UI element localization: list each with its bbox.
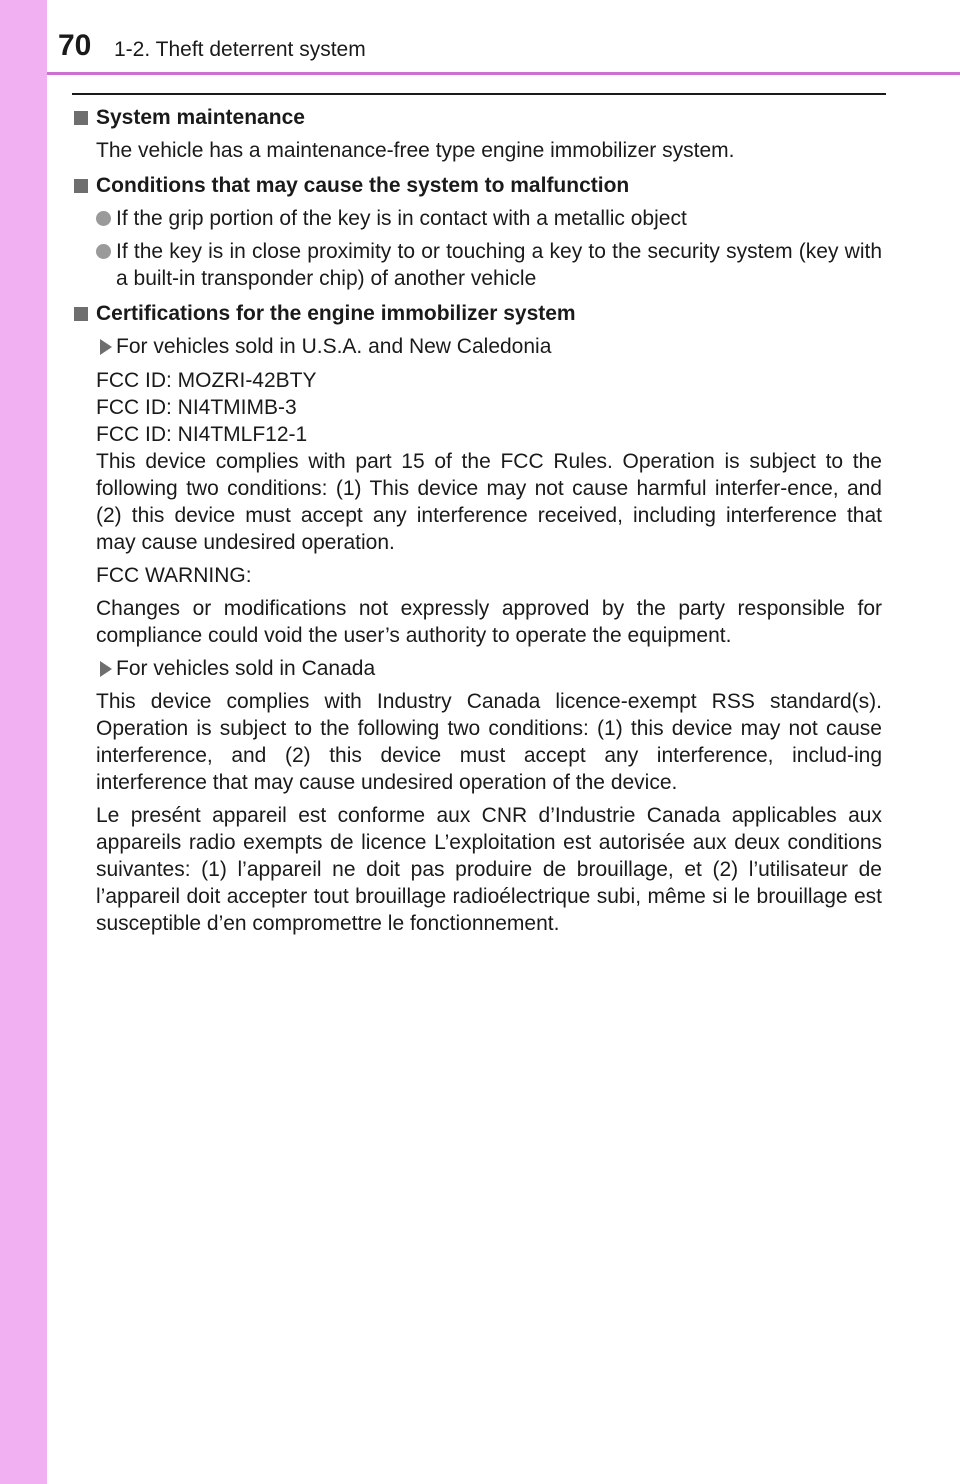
circle-bullet-icon [96,211,111,226]
fcc-block [96,367,882,556]
heading-certifications: Certifications for the engine immobilizer system [74,300,882,327]
fcc-warning-label: FCC WARNING: [96,564,252,587]
heading-malfunction-conditions: Conditions that may cause the system to malfunction [74,172,882,199]
page-number: 70 [58,29,92,62]
triangle-arrow-icon [100,661,112,677]
fcc-warning-text: Changes or modifications not expressly approved by the party responsible for compliance could void the user’s authority to operate the equipment. [96,597,882,647]
region-canada-label: For vehicles sold in Canada [96,655,882,682]
fcc-id: FCC ID: NI4TMLF12-1 [96,423,308,446]
chapter-sidebar-tab [0,0,47,1484]
circle-bullet-icon [96,244,111,259]
canada-french-text: Le presént appareil est conforme aux CNR d’Industrie Canada applicables aux appareils radio exempts de licence L’exploitation est autorisée aux deux conditions suivantes: (1) l’appareil ne doit pas produire de brouillage, et (2) l’utilisateur de l’appareil doit accepter tout brouillage radioélectrique subi, même si le brouillage est susceptible d’en compromettre le fonctionnement. [96,804,882,935]
square-bullet-icon [74,307,88,321]
canada-english-text: This device complies with Industry Canada licence-exempt RSS standard(s). Operation is subject to the following two conditions: (1) this device may not cause interference, and (2) this device must accept any interference, includ-ing interference that may cause undesired operation of the device. [96,690,882,794]
heading-system-maintenance: System maintenance [74,104,882,131]
fcc-compliance-text: This device complies with part 15 of the FCC Rules. Operation is subject to the following two conditions: (1) This device may not cause harmful interfer-ence, and (2) this device must accept any interference received, including interference that may cause undesired operation. [96,450,882,554]
region-usa-label: For vehicles sold in U.S.A. and New Caledonia [96,333,882,360]
page-content [74,104,882,937]
maintenance-text: The vehicle has a maintenance-free type engine immobilizer system. [96,139,735,162]
content-top-divider [72,93,886,95]
list-item: If the grip portion of the key is in contact with a metallic object [96,205,882,232]
fcc-id: FCC ID: NI4TMIMB-3 [96,396,297,419]
section-title: 1-2. Theft deterrent system [114,38,366,61]
square-bullet-icon [74,111,88,125]
triangle-arrow-icon [100,339,112,355]
header-divider [47,72,960,75]
fcc-id: FCC ID: MOZRI-42BTY [96,369,317,392]
square-bullet-icon [74,179,88,193]
list-item: If the key is in close proximity to or touching a key to the security system (key with a built-in transponder chip) of another vehicle [96,238,882,292]
